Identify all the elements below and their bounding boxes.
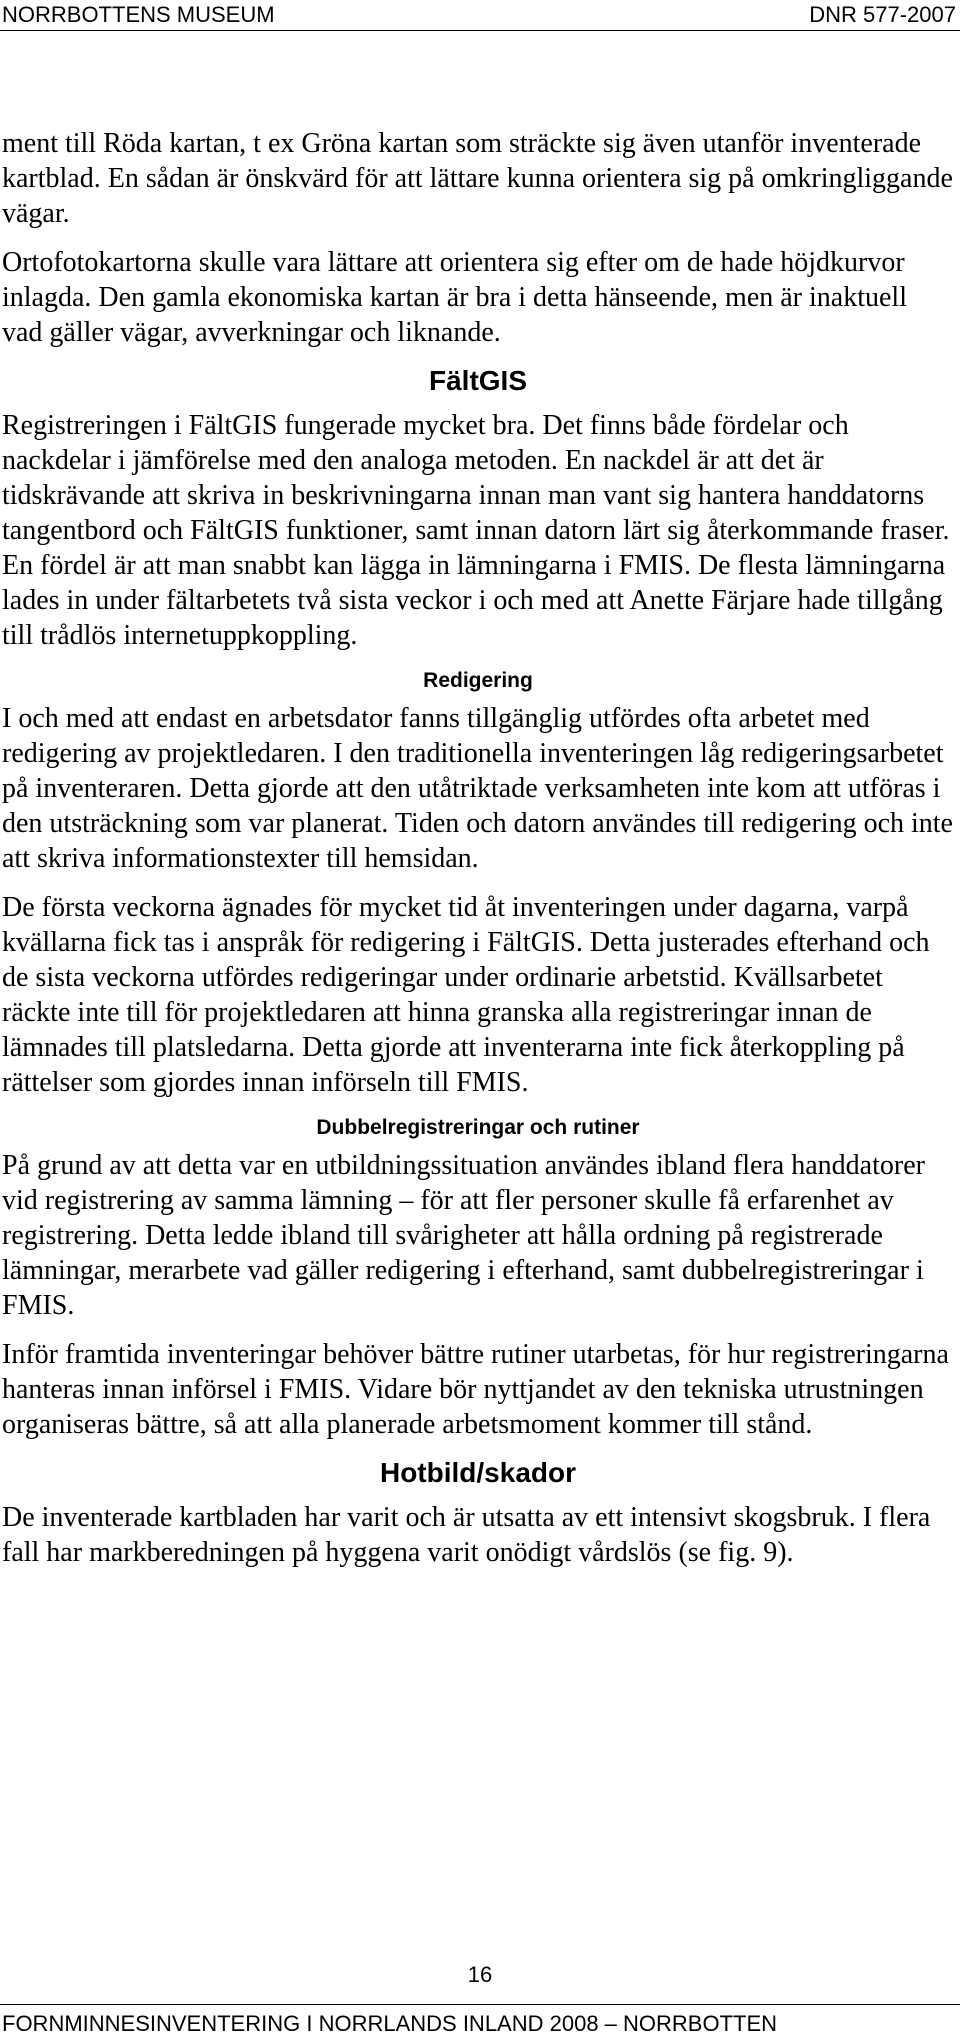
page-footer xyxy=(0,2004,960,2040)
section-heading-hotbild: Hotbild/skador xyxy=(379,1457,576,1488)
paragraph: På grund av att detta var en utbildningssituation användes ibland flera handdatorer vid registrering av samma lämning – för att fler personer skulle få erfarenhet av registrering. Detta ledde ibland till svårigheter att hålla ordning på registrerade lämningar, merarbete vad gäller redigering i efterhand, samt dubbelregistreringar i FMIS. xyxy=(2,1150,925,1321)
paragraph: De första veckorna ägnades för mycket tid åt inventeringen under dagarna, varpå kvällarna fick tas i anspråk för redigering i FältGIS. Detta justerades efterhand och de sista veckorna utfördes redigeringar under ordinarie arbetstid. Kvällsarbetet räckte inte till för projektledaren att hinna granska alla registreringar innan de lämnades till platsledarna. Detta gjorde att inventerarna inte fick återkoppling på rättelser som gjordes innan införseln till FMIS. xyxy=(2,892,930,1098)
footer-title: FORNMINNESINVENTERING I NORRLANDS INLAND 2008 – NORRBOTTEN xyxy=(2,2011,778,2036)
page-header xyxy=(0,0,960,40)
footer-rule xyxy=(0,2004,960,2005)
header-organization: NORRBOTTENS MUSEUM xyxy=(2,2,275,27)
paragraph: ment till Röda kartan, t ex Gröna kartan som sträckte sig även utanför inventerade kartblad. En sådan är önskvärd för att lättare kunna orientera sig på omkringliggande vägar. xyxy=(2,128,953,229)
paragraph: De inventerade kartbladen har varit och är utsatta av ett intensivt skogsbruk. I flera fall har markberedningen på hyggena varit onödigt vårdslös (se fig. 9). xyxy=(2,1502,931,1568)
header-rule xyxy=(0,30,960,31)
paragraph: Registreringen i FältGIS fungerade mycket bra. Det finns både fördelar och nackdelar i jämförelse med den analoga metoden. En nackdel är att det är tidskrävande att skriva in beskrivningarna innan man vant sig hantera handdatorns tangentbord och FältGIS funktioner, samt innan datorn lärt sig återkommande fraser. En fördel är att man snabbt kan lägga in lämningarna i FMIS. De flesta lämningarna lades in under fältarbetets två sista veckor i och med att Anette Färjare hade tillgång till trådlös internetuppkoppling. xyxy=(2,410,950,651)
paragraph: Inför framtida inventeringar behöver bättre rutiner utarbetas, för hur registreringarna hanteras innan införsel i FMIS. Vidare bör nyttjandet av den tekniska utrustningen organiseras bättre, så att alla planerade arbetsmoment kommer till stånd. xyxy=(2,1339,949,1440)
page-number: 16 xyxy=(467,1962,493,1987)
section-heading-faltgis: FältGIS xyxy=(428,365,527,396)
header-document-number: DNR 577-2007 xyxy=(809,2,956,27)
paragraph: I och med att endast en arbetsdator fanns tillgänglig utfördes ofta arbetet med redigering av projektledaren. I den traditionella inventeringen låg redigeringsarbetet på inventeraren. Detta gjorde att den utåtriktade verksamheten inte kom att utföras i den utsträckning som var planerat. Tiden och datorn användes till redigering och inte att skriva informationstexter till hemsidan. xyxy=(2,703,953,874)
section-heading-dubbelregistreringar: Dubbelregistreringar och rutiner xyxy=(316,1116,640,1139)
document-body xyxy=(2,126,954,1584)
paragraph: Ortofotokartorna skulle vara lättare att orientera sig efter om de hade höjdkurvor inlagda. Den gamla ekonomiska kartan är bra i detta hänseende, men är inaktuell vad gäller vägar, avverkningar och liknande. xyxy=(2,247,907,348)
section-heading-redigering: Redigering xyxy=(423,669,533,692)
